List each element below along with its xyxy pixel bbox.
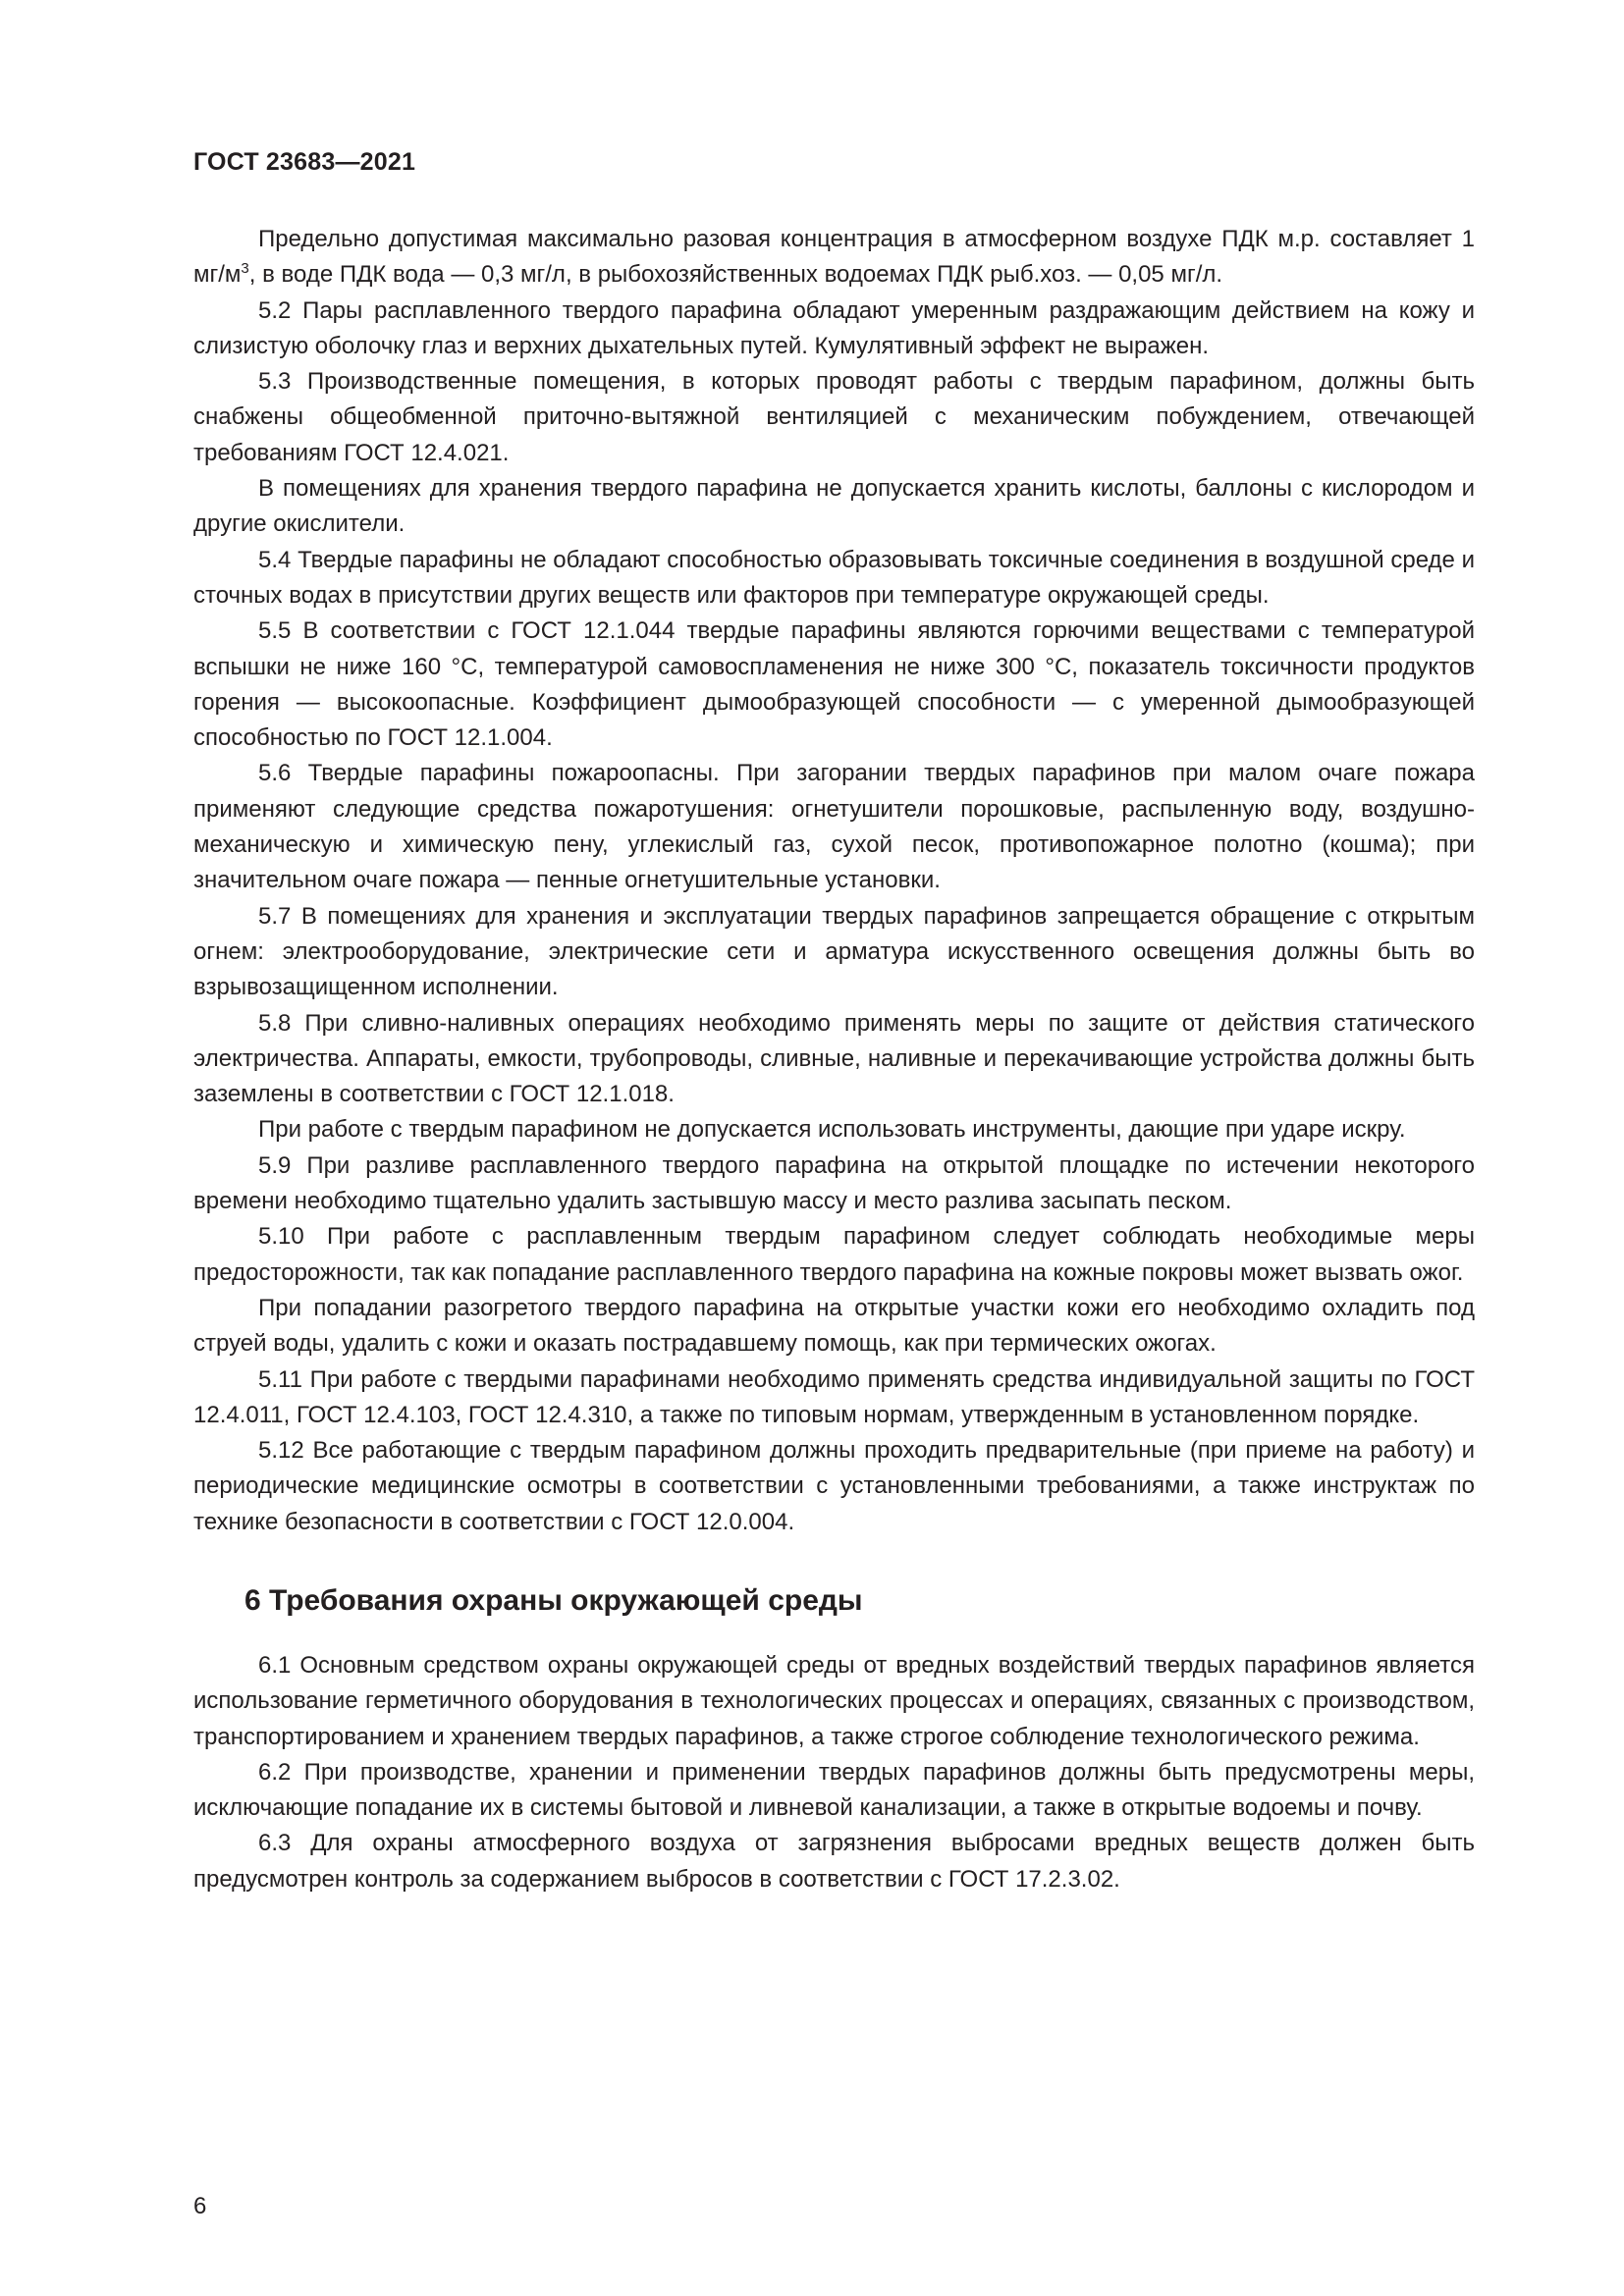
- clause-6-1: 6.1 Основным средством охраны окружающей среды от вредных воздействий твердых парафинов является использование герметичного оборудования в технологических процессах и операциях, связанных с производством, транспортированием и хранением твердых парафинов, а также строгое соблюдение технологического режима.: [193, 1651, 1475, 1750]
- clause-5-8-tools: При работе с твердым парафином не допускается использовать инструменты, дающие при ударе искру.: [258, 1116, 1406, 1144]
- clause-6-3: 6.3 Для охраны атмосферного воздуха от загрязнения выбросами вредных веществ должен быть предусмотрен контроль за содержанием выбросов в соответствии с ГОСТ 17.2.3.02.: [193, 1830, 1475, 1893]
- clause-5-7: 5.7 В помещениях для хранения и эксплуатации твердых парафинов запрещается обращение с открытым огнем: электрооборудование, электрические сети и арматура искусственного освещения должны быть во взрывозащищенном исполнении.: [193, 902, 1475, 1001]
- clause-6-2: 6.2 При производстве, хранении и применении твердых парафинов должны быть предусмотрены меры, исключающие попадание их в системы бытовой и ливневой канализации, а также в открытые водоемы и почву.: [193, 1758, 1475, 1822]
- clause-5-4: 5.4 Твердые парафины не обладают способностью образовывать токсичные соединения в воздушной среде и сточных водах в присутствии других веществ или факторов при температуре окружающей среды.: [193, 546, 1475, 609]
- page-number: 6: [193, 2193, 207, 2219]
- clause-5-5: 5.5 В соответствии с ГОСТ 12.1.044 твердые парафины являются горючими веществами с температурой вспышки не ниже 160 °С, температурой самовоспламенения не ниже 300 °С, показатель токсичности продуктов горения — высокоопасные. Коэффициент дымообразующей способности — с умеренной дымообразующей способностью по ГОСТ 12.1.004.: [193, 617, 1475, 752]
- clause-5-2: 5.2 Пары расплавленного твердого парафина обладают умеренным раздражающим действием на кожу и слизистую оболочку глаз и верхних дыхательных путей. Кумулятивный эффект не выражен.: [193, 296, 1475, 359]
- pdk-text-part2: , в воде ПДК вода — 0,3 мг/л, в рыбохозяйственных водоемах ПДК рыб.хоз. — 0,05 мг/л.: [248, 261, 1223, 289]
- standard-header: ГОСТ 23683—2021: [193, 148, 416, 176]
- clause-5-9: 5.9 При разливе расплавленного твердого парафина на открытой площадке по истечении некоторого времени необходимо тщательно удалить застывшую массу и место разлива засыпать песком.: [193, 1151, 1475, 1215]
- section-6-heading: 6 Требования охраны окружающей среды: [244, 1583, 863, 1617]
- clause-5-8: 5.8 При сливно-наливных операциях необходимо применять меры по защите от действия статического электричества. Аппараты, емкости, трубопроводы, сливные, наливные и перекачивающие устройства должны быть заземлены в соответствии с ГОСТ 12.1.018.: [193, 1009, 1475, 1108]
- clause-5-10: 5.10 При работе с расплавленным твердым парафином следует соблюдать необходимые меры предосторожности, так как попадание расплавленного твердого парафина на кожные покровы может вызвать ожог.: [193, 1223, 1475, 1286]
- clause-5-6: 5.6 Твердые парафины пожароопасны. При загорании твердых парафинов при малом очаге пожара применяют следующие средства пожаротушения: огнетушители порошковые, распыленную воду, воздушно-механическую и химическую пену, углекислый газ, сухой песок, противопожарное полотно (кошма); при значительном очаге пожара — пенные огнетушительные установки.: [193, 760, 1475, 894]
- document-page: [193, 147, 1475, 1897]
- clause-5-11: 5.11 При работе с твердыми парафинами необходимо применять средства индивидуальной защиты по ГОСТ 12.4.011, ГОСТ 12.4.103, ГОСТ 12.4.310, а также по типовым нормам, утвержденным в установленном порядке.: [193, 1365, 1475, 1428]
- clause-5-3-storage: В помещениях для хранения твердого парафина не допускается хранить кислоты, баллоны с кислородом и другие окислители.: [193, 475, 1475, 538]
- clause-5-12: 5.12 Все работающие с твердым парафином должны проходить предварительные (при приеме на работу) и периодические медицинские осмотры в соответствии с установленными требованиями, а также инструктаж по технике безопасности в соответствии с ГОСТ 12.0.004.: [193, 1437, 1475, 1535]
- pdk-paragraph: [193, 222, 1475, 294]
- clause-5-3: 5.3 Производственные помещения, в которых проводят работы с твердым парафином, должны быть снабжены общеобменной приточно-вытяжной вентиляцией с механическим побуждением, отвечающей требованиям ГОСТ 12.4.021.: [193, 368, 1475, 466]
- pdk-text-part1: Предельно допустимая максимально разовая концентрация в атмосферном воздухе ПДК м.р. составляет 1 мг/м: [193, 226, 1475, 289]
- pdk-superscript: 3: [241, 260, 249, 278]
- clause-5-10-first-aid: При попадании разогретого твердого парафина на открытые участки кожи его необходимо охладить под струей воды, удалить с кожи и оказать пострадавшему помощь, как при термических ожогах.: [193, 1294, 1475, 1358]
